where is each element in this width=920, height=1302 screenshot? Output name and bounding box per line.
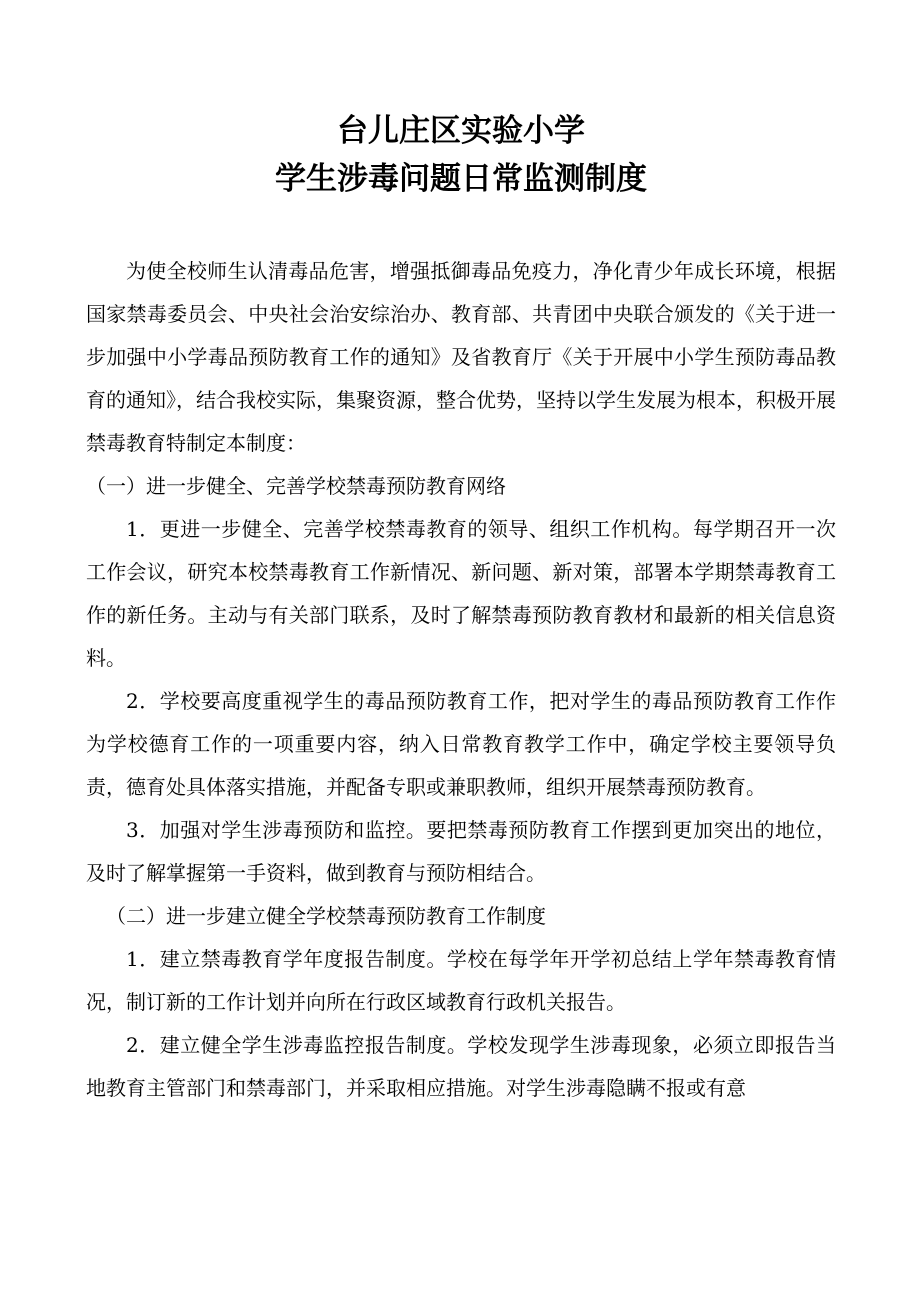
- document-body: [86, 250, 836, 1110]
- section1-heading: （一）进一步健全、完善学校禁毒预防教育网络: [86, 474, 506, 498]
- section2-item1: 1．建立禁毒教育学年度报告制度。学校在每学年开学初总结上学年禁毒教育情况，制订新的工作计划并向所在行政区域教育行政机关报告。: [86, 947, 836, 1014]
- section1-item1: 1．更进一步健全、完善学校禁毒教育的领导、组织工作机构。每学期召开一次工作会议，研究本校禁毒教育工作新情况、新问题、新对策，部署本学期禁毒教育工作的新任务。主动与有关部门联系，及时了解禁毒预防教育教材和最新的相关信息资料。: [86, 517, 836, 670]
- section2-item2: 2．建立健全学生涉毒监控报告制度。学校发现学生涉毒现象，必须立即报告当地教育主管部门和禁毒部门，并采取相应措施。对学生涉毒隐瞒不报或有意: [86, 1033, 836, 1100]
- document-page: [86, 108, 836, 1110]
- intro-paragraph: 为使全校师生认清毒品危害，增强抵御毒品免疫力，净化青少年成长环境，根据国家禁毒委员会、中央社会治安综治办、教育部、共青团中央联合颁发的《关于进一步加强中小学毒品预防教育工作的通知》及省教育厅《关于开展中小学生预防毒品教育的通知》，结合我校实际，集聚资源，整合优势，坚持以学生发展为根本，积极开展禁毒教育特制定本制度：: [86, 259, 836, 455]
- document-title-line2: 学生涉毒问题日常监测制度: [275, 161, 647, 197]
- document-title-line1: 台儿庄区实验小学: [337, 113, 585, 149]
- section1-item3: 3．加强对学生涉毒预防和监控。要把禁毒预防教育工作摆到更加突出的地位，及时了解掌握第一手资料，做到教育与预防相结合。: [86, 818, 836, 885]
- section2-heading: （二）进一步建立健全学校禁毒预防教育工作制度: [106, 904, 546, 928]
- section1-item2: 2．学校要高度重视学生的毒品预防教育工作，把对学生的毒品预防教育工作作为学校德育工作的一项重要内容，纳入日常教育教学工作中，确定学校主要领导负责，德育处具体落实措施，并配备专职或兼职教师，组织开展禁毒预防教育。: [86, 689, 836, 799]
